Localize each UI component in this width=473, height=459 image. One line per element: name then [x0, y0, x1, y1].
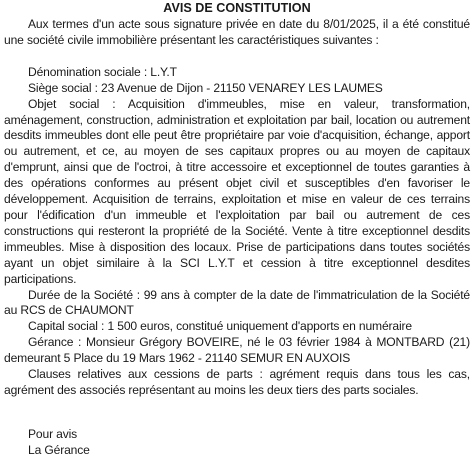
signoff-gerance: La Gérance [28, 442, 90, 457]
signoff-pour-avis: Pour avis [28, 426, 78, 441]
duree-paragraph: Durée de la Société : 99 ans à compter de la date de l'immatriculation de la Société au RCS de CHAUMONT [4, 287, 470, 318]
intro-paragraph: Aux termes d'un acte sous signature privée en date du 8/01/2025, il a été constitué une société civile immobilière présentant les caractéristiques suivantes : [4, 17, 470, 47]
spacer [4, 49, 470, 65]
notice-title: AVIS DE CONSTITUTION [163, 1, 311, 15]
siege-line: Siège social : 23 Avenue de Dijon - 21150 VENAREY LES LAUMES [28, 80, 383, 95]
legal-notice [4, 0, 470, 459]
capital-line: Capital social : 1 500 euros, constitué uniquement d'apports en numéraire [28, 319, 412, 334]
denomination-line: Dénomination sociale : L.Y.T [28, 64, 177, 79]
clauses-paragraph: Clauses relatives aux cessions de parts : agrément requis dans tous les cas, agrément des associés représentant au moins les deux tiers des parts sociales. [4, 367, 470, 397]
gerance-paragraph: Gérance : Monsieur Grégory BOVEIRE, né le 03 février 1984 à MONTBARD (21) demeurant 5 Place du 19 Mars 1962 - 21140 SEMUR EN AUXOIS [4, 335, 470, 366]
signoff [4, 427, 470, 459]
spacer [4, 399, 470, 427]
objet-paragraph: Objet social : Acquisition d'immeubles, mise en valeur, transformation, aménagement, construction, administration et exploitation par bail, location ou autrement desdits immeubles dont elle peut être propriétaire par voie d'acquisition, échange, apport ou autrement, et ce, au moyen de ses capitaux propres ou au moyen de capitaux d'emprunt, ainsi que de l'octroi, à titre accessoire et exceptionnel de toutes garanties à des opérations conformes au présent objet civil et susceptibles d'en favoriser le développement. Acquisition de terrains, exploitation et mise en valeur de ces terrains pour l'édification d'un immeuble et l'exploitation par bail ou autrement de ces constructions qui resteront la propriété de la Société. Vente à titre exceptionnel desdits immeubles. Mise à disposition des locaux. Prise de participations dans toutes sociétés ayant un objet similaire à la SCI L.Y.T et cession à titre exceptionnel desdites participations. [4, 96, 470, 286]
